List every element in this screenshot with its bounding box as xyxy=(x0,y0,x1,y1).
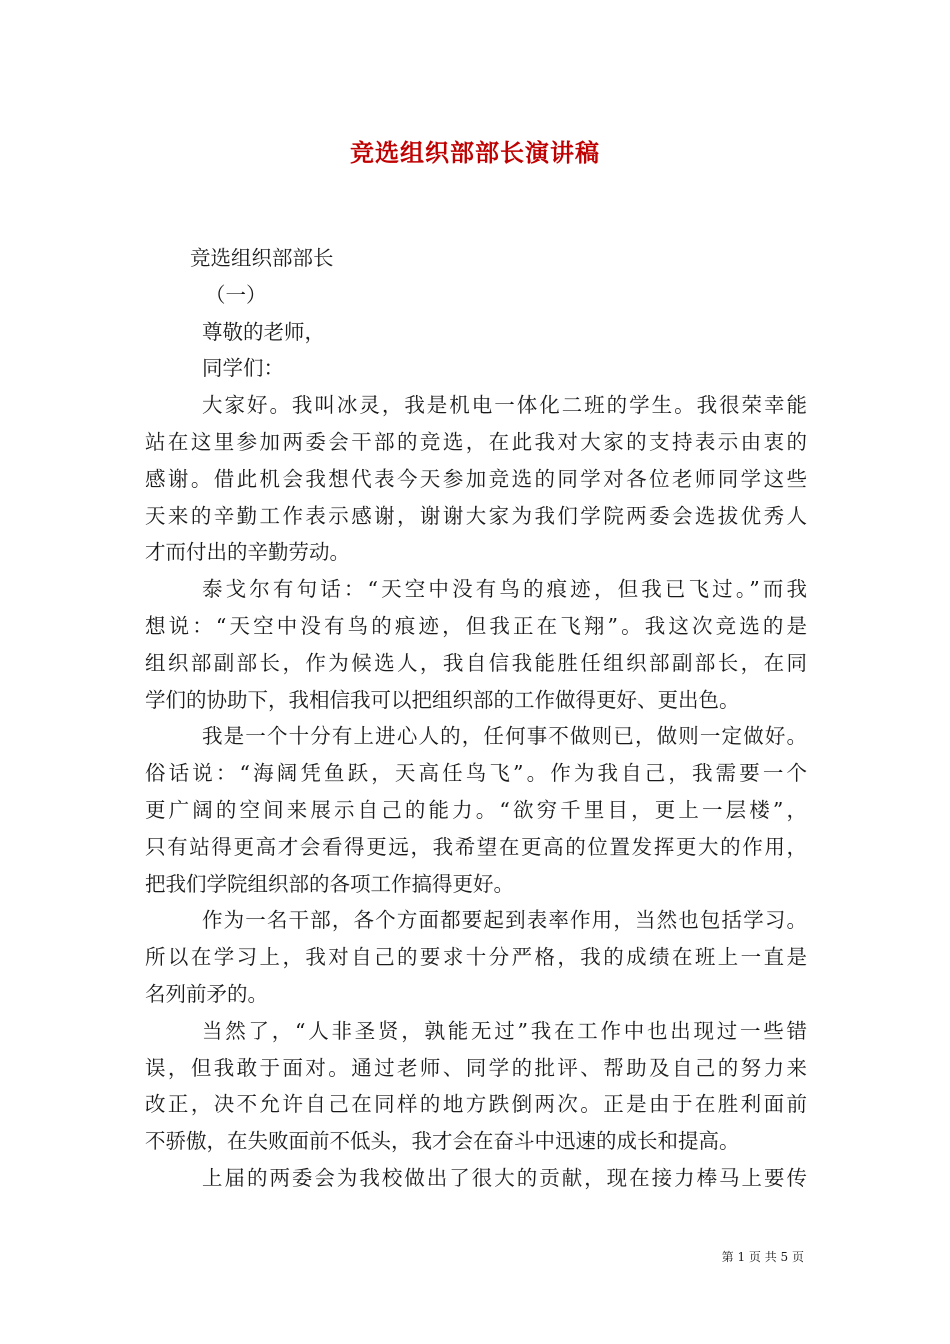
text-line: 作为一名干部，各个方面都要起到表率作用，当然也包括学习。 xyxy=(202,908,807,933)
text-line: 感谢。借此机会我想代表今天参加竞选的同学对各位老师同学这些 xyxy=(145,466,807,491)
text-line: 更广阔的空间来展示自己的能力。“欲穷千里目，更上一层楼”， xyxy=(145,797,807,822)
page-footer: 第 1 页 共 5 页 xyxy=(721,1250,804,1264)
text-line: 尊敬的老师， xyxy=(202,319,325,344)
text-line: 误，但我敢于面对。通过老师、同学的批评、帮助及自己的努力来 xyxy=(145,1055,807,1080)
text-line: 名列前矛的。 xyxy=(145,981,268,1006)
text-line: 俗话说：“海阔凭鱼跃，天高任鸟飞”。作为我自己，我需要一个 xyxy=(145,761,807,786)
text-line: 上届的两委会为我校做出了很大的贡献，现在接力棒马上要传 xyxy=(202,1165,807,1190)
document-title: 竞选组织部部长演讲稿 xyxy=(350,138,600,167)
text-line: 竞选组织部部长 xyxy=(190,246,334,270)
text-line: 不骄傲，在失败面前不低头，我才会在奋斗中迅速的成长和提高。 xyxy=(145,1129,740,1154)
text-line: 泰戈尔有句话：“天空中没有鸟的痕迹，但我已飞过。”而我 xyxy=(202,577,807,602)
text-line: 组织部副部长，作为候选人，我自信我能胜任组织部副部长，在同 xyxy=(145,650,807,675)
text-line: 把我们学院组织部的各项工作搞得更好。 xyxy=(145,871,514,896)
text-line: 所以在学习上，我对自己的要求十分严格，我的成绩在班上一直是 xyxy=(145,945,807,970)
text-line: 想说：“天空中没有鸟的痕迹，但我正在飞翔”。我这次竞选的是 xyxy=(145,613,807,638)
text-line: 我是一个十分有上进心人的，任何事不做则已，做则一定做好。 xyxy=(202,724,807,749)
text-line: 站在这里参加两委会干部的竞选，在此我对大家的支持表示由衷的 xyxy=(145,429,807,454)
document-body xyxy=(145,240,807,1197)
text-line: 改正，决不允许自己在同样的地方跌倒两次。正是由于在胜利面前 xyxy=(145,1092,807,1117)
text-line: 才而付出的辛勤劳动。 xyxy=(145,540,350,565)
text-line: （一） xyxy=(205,282,267,307)
text-line: 当然了，“人非圣贤，孰能无过”我在工作中也出现过一些错 xyxy=(202,1018,807,1043)
text-line: 天来的辛勤工作表示感谢，谢谢大家为我们学院两委会选拔优秀人 xyxy=(145,503,807,528)
text-line: 学们的协助下，我相信我可以把组织部的工作做得更好、更出色。 xyxy=(145,687,740,712)
text-line: 同学们： xyxy=(202,356,284,381)
text-line: 大家好。我叫冰灵，我是机电一体化二班的学生。我很荣幸能 xyxy=(202,393,807,418)
text-line: 只有站得更高才会看得更远，我希望在更高的位置发挥更大的作用， xyxy=(145,834,807,859)
